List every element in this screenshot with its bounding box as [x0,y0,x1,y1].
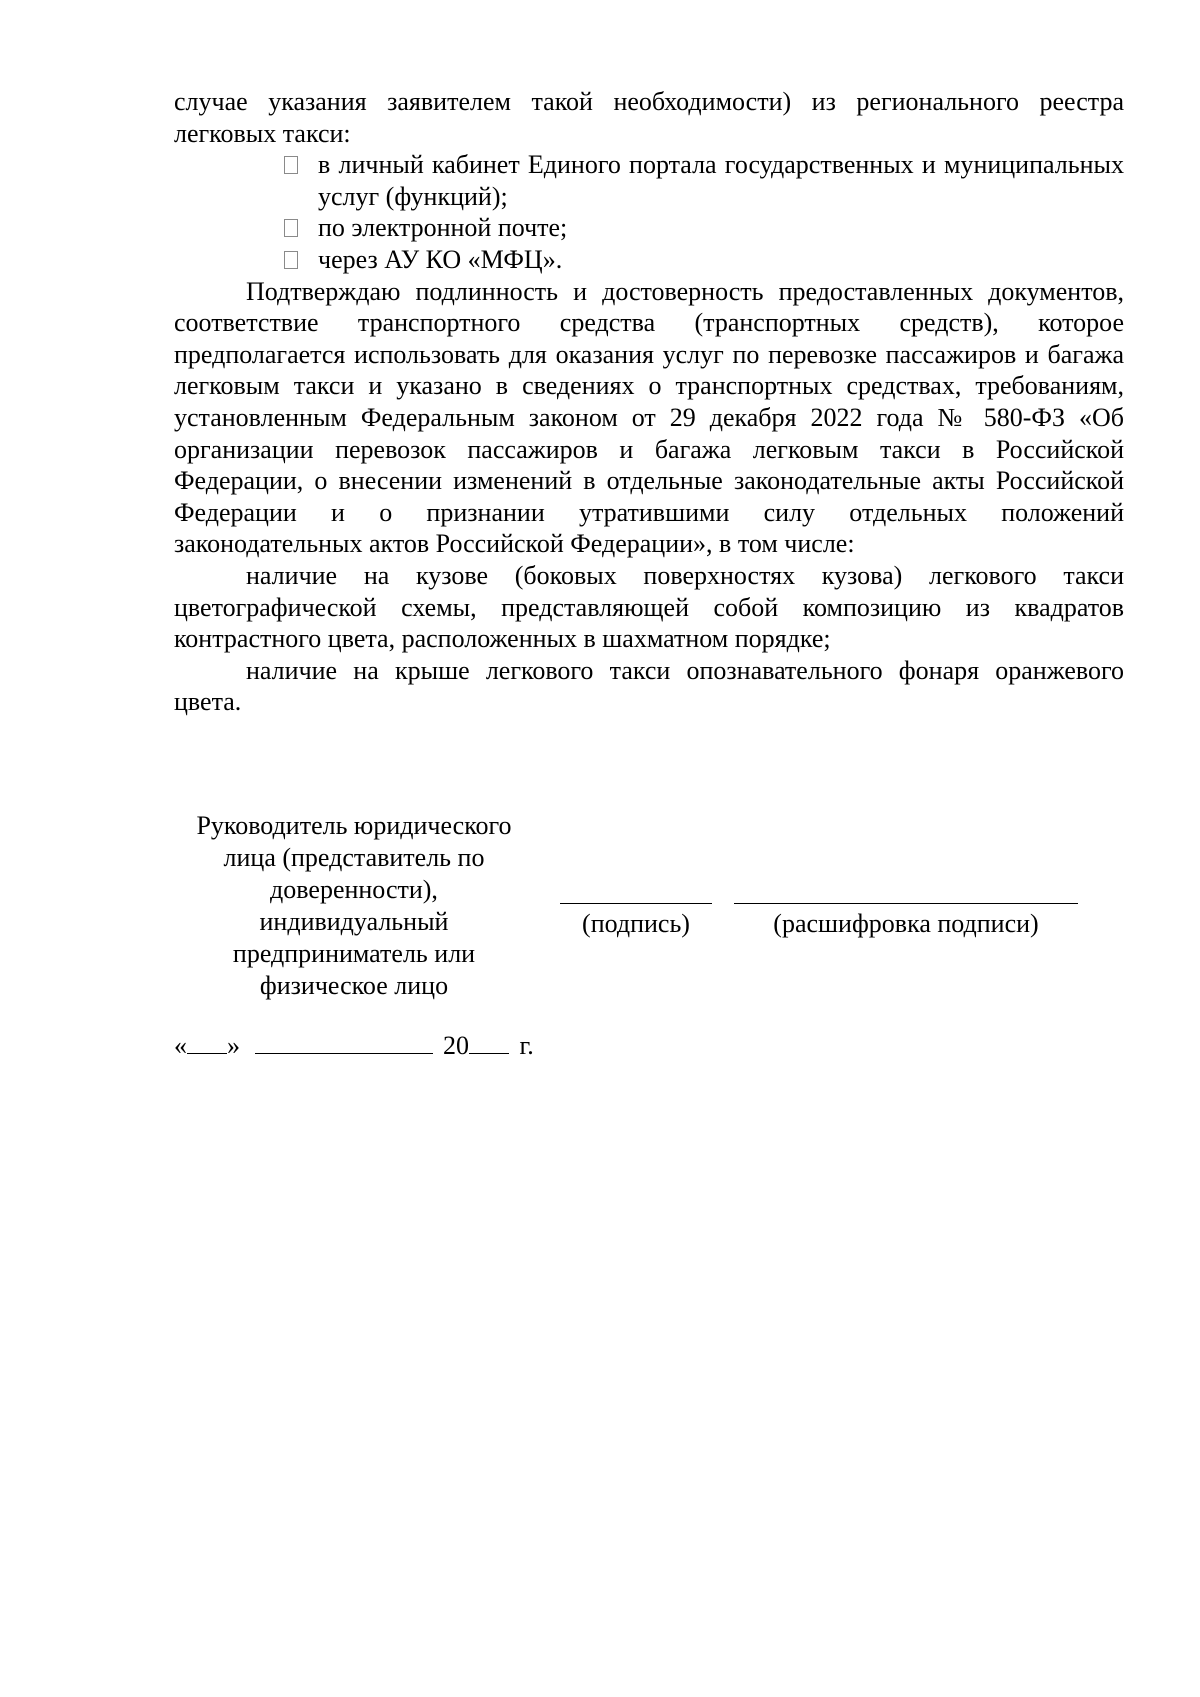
signer-role [174,810,534,1002]
checkbox-icon[interactable] [284,251,298,269]
signer-role-line: индивидуальный [259,907,449,936]
document-body [174,86,1124,718]
day-blank[interactable] [187,1031,227,1054]
signer-role-line: лица (представитель по [223,843,485,872]
year-blank[interactable] [469,1031,509,1054]
signer-role-line: доверенности), [270,875,438,904]
signature-decode-caption: (расшифровка подписи) [773,909,1039,938]
intro-paragraph: случае указания заявителем такой необходимости) из регионального реестра легковых такси: [174,87,1124,148]
date-open-quote: « [174,1031,187,1060]
year-prefix: 20 [443,1031,469,1060]
year-suffix: г. [519,1031,534,1060]
delivery-option-portal[interactable] [174,149,1124,212]
signature-line[interactable] [560,903,712,904]
signer-role-line: предприниматель или [232,939,476,968]
delivery-option-email[interactable] [174,212,1124,244]
signature-caption: (подпись) [582,909,690,938]
delivery-option-mfc[interactable] [174,244,1124,276]
signer-role-line: Руководитель юридического [196,811,512,840]
option-label: в личный кабинет Единого портала государственных и муниципальных услуг (функций); [318,150,1124,211]
date-line [174,1030,534,1062]
signature-decode-line[interactable] [734,903,1078,904]
delivery-options-list [174,149,1124,275]
date-close-quote: » [227,1031,240,1060]
checkbox-icon[interactable] [284,156,298,174]
requirement-roof-lamp: наличие на крыше легкового такси опознавательного фонаря оранжевого цвета. [174,655,1124,717]
signature-block [174,810,1124,1010]
requirement-color-scheme: наличие на кузове (боковых поверхностях кузова) легкового такси цветографической схемы, представляющей собой композицию из квадратов контрастного цвета, расположенных в шахматном порядке; [174,560,1124,654]
signer-role-line: физическое лицо [259,971,449,1000]
checkbox-icon[interactable] [284,219,298,237]
month-blank[interactable] [255,1031,433,1054]
option-label: по электронной почте; [318,213,568,243]
option-label: через АУ КО «МФЦ». [318,244,563,274]
confirmation-paragraph: Подтверждаю подлинность и достоверность предоставленных документов, соответствие транспортного средства (транспортных средств), которое предполагается использовать для оказания услуг по перевозке пассажиров и багажа легковым такси и указано в сведениях о транспортных средствах, требованиям, установленным Федеральным законом от 29 декабря 2022 года № 580-ФЗ «Об организации перевозок пассажиров и багажа легковым такси в Российской Федерации, о внесении изменений в отдельные законодательные акты Российской Федерации и о признании утратившими силу отдельных положений законодательных актов Российской Федерации», в том числе: [174,276,1124,559]
